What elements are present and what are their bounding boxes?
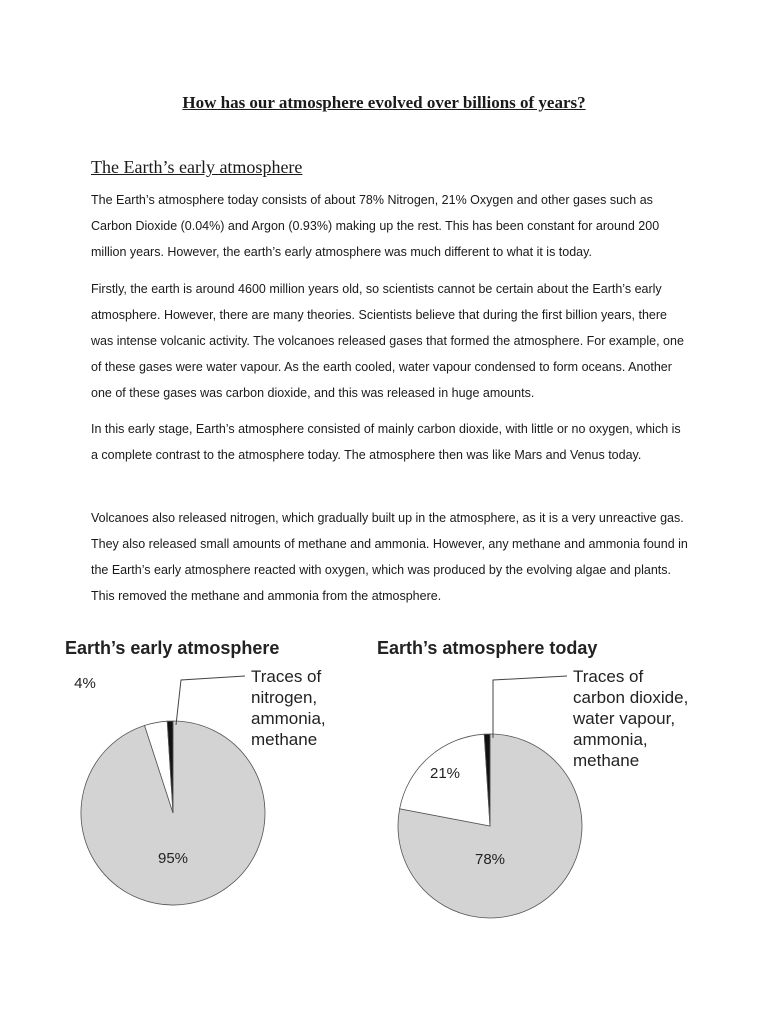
callout-text-line: Traces of [573,667,644,686]
paragraph-4: Volcanoes also released nitrogen, which gradually built up in the atmosphere, as it is a very unreactive gas. They also released small amounts of methane and ammonia. However, any methane and ammonia found in the Earth’s early atmosphere reacted with oxygen, which was produced by the evolving algae and plants. This removed the methane and ammonia from the atmosphere. [91,511,688,603]
document-title: How has our atmosphere evolved over billions of years? [182,93,586,112]
callout-leader-line [493,676,567,738]
callout-text-line: water vapour, [573,709,676,728]
slice-label: 95% [157,850,189,867]
callout-text-line: ammonia, [251,709,326,728]
callout-text-line: methane [251,730,318,749]
paragraph-2: Firstly, the earth is around 4600 million years old, so scientists cannot be certain about the Earth’s early atmosphere. However, there are many theories. Scientists believe that during the first billion years, there was intense volcanic activity. The volcanoes released gases that formed the atmosphere. For example, one of these gases were water vapour. As the earth cooled, water vapour condensed to form oceans. Another one of these gases was carbon dioxide, and this was released in huge amounts. [91,282,684,400]
chart-title: Earth’s atmosphere today [377,638,598,658]
section-heading: The Earth’s early atmosphere [91,157,303,177]
chart-title: Earth’s early atmosphere [65,638,280,658]
paragraph-1: The Earth’s atmosphere today consists of about 78% Nitrogen, 21% Oxygen and other gases such as Carbon Dioxide (0.04%) and Argon (0.93%) making up the rest. This has been constant for around 200 million years. However, the earth’s early atmosphere was much different to what it is today. [91,193,660,259]
callout-text-line: ammonia, [573,730,648,749]
early-atmosphere-pie-chart [55,628,355,928]
callout-text-line: carbon dioxide, [573,688,689,707]
today-atmosphere-pie-chart [365,628,705,928]
slice-label: 78% [474,851,506,868]
paragraph-3: In this early stage, Earth’s atmosphere consisted of mainly carbon dioxide, with little or no oxygen, which is a complete contrast to the atmosphere today. The atmosphere then was like Mars and Venus today. [91,422,681,462]
callout-text-line: methane [573,751,640,770]
callout-leader-line [176,676,245,725]
callout-text-line: nitrogen, [251,688,318,707]
slice-label: 21% [429,765,461,782]
slice-label: 4% [74,675,96,692]
callout-text-line: Traces of [251,667,322,686]
